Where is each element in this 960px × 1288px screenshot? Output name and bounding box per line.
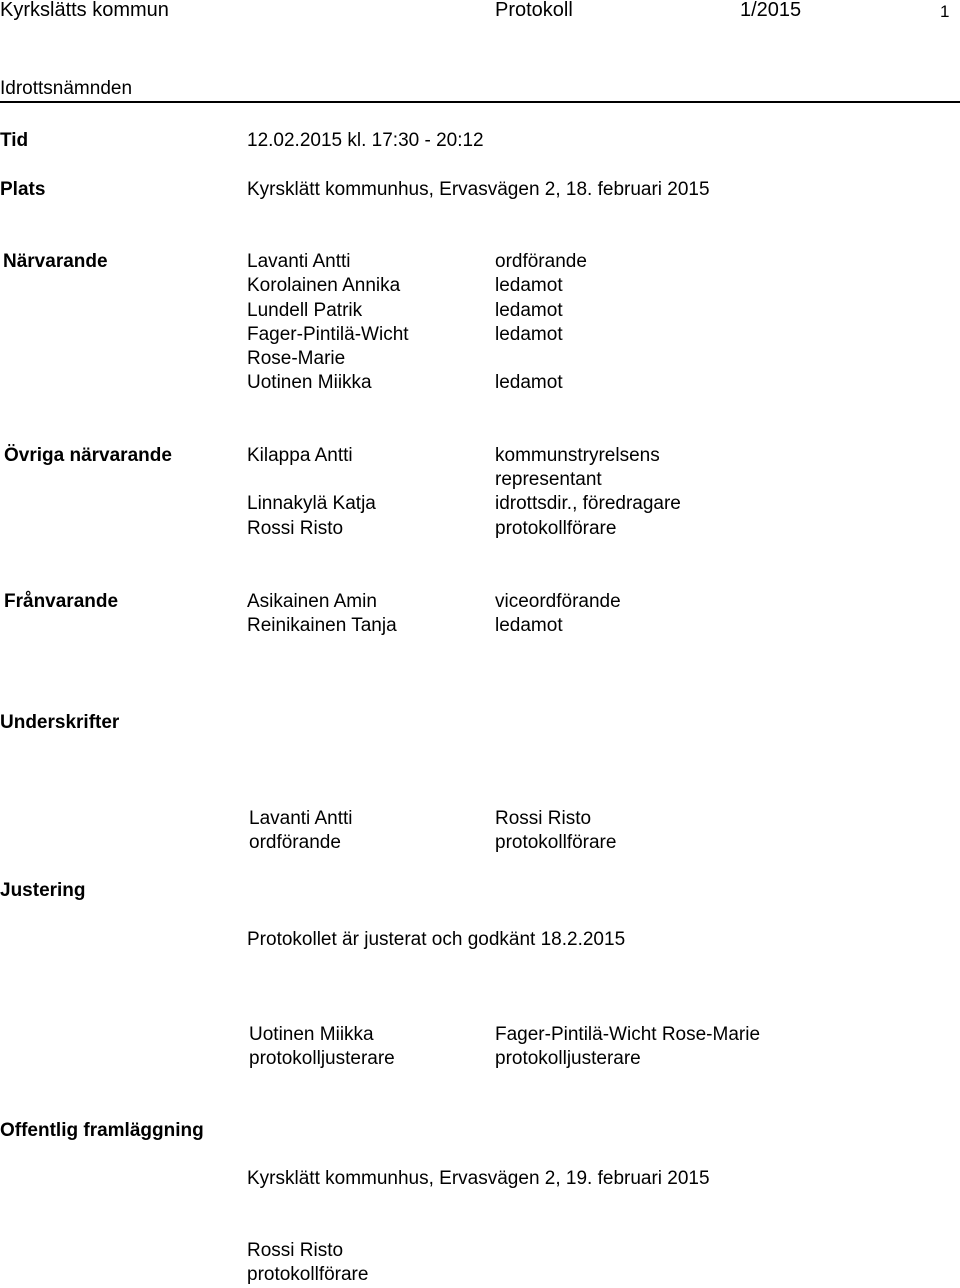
absent-label: Frånvarande [4, 591, 119, 612]
document-type: Protokoll [495, 0, 573, 21]
present-role: ledamot [495, 324, 563, 345]
organ-name: Idrottsnämnden [0, 78, 133, 99]
publication-name: Rossi Risto [247, 1240, 344, 1261]
absent-role: viceordförande [495, 591, 621, 612]
publication-role: protokollförare [247, 1264, 369, 1285]
others-role-continued: representant [495, 469, 602, 490]
present-label: Närvarande [3, 251, 108, 272]
adjuster-role: protokolljusterare [495, 1048, 641, 1069]
others-role: idrottsdir., föredragare [495, 493, 681, 514]
time-label: Tid [0, 130, 29, 151]
adjustment-label: Justering [0, 880, 86, 901]
present-role: ledamot [495, 372, 563, 393]
publication-place: Kyrsklätt kommunhus, Ervasvägen 2, 19. februari 2015 [247, 1168, 710, 1189]
others-name: Linnakylä Katja [247, 493, 376, 514]
absent-name: Reinikainen Tanja [247, 615, 397, 636]
adjuster-role: protokolljusterare [249, 1048, 395, 1069]
municipality-name: Kyrkslätts kommun [0, 0, 169, 21]
signer-role: ordförande [249, 832, 341, 853]
signer-name: Rossi Risto [495, 808, 592, 829]
others-role: kommunstryrelsens [495, 445, 660, 466]
signer-name: Lavanti Antti [249, 808, 353, 829]
present-name: Korolainen Annika [247, 275, 401, 296]
place-label: Plats [0, 179, 46, 200]
present-name: Uotinen Miikka [247, 372, 372, 393]
present-role: ledamot [495, 300, 563, 321]
others-role: protokollförare [495, 518, 617, 539]
absent-name: Asikainen Amin [247, 591, 377, 612]
present-role: ledamot [495, 275, 563, 296]
signer-role: protokollförare [495, 832, 617, 853]
adjuster-name: Uotinen Miikka [249, 1024, 374, 1045]
time-value: 12.02.2015 kl. 17:30 - 20:12 [247, 130, 484, 151]
page-number: 1 [940, 2, 950, 21]
signatures-label: Underskrifter [0, 712, 120, 733]
present-name: Lavanti Antti [247, 251, 351, 272]
place-value: Kyrsklätt kommunhus, Ervasvägen 2, 18. februari 2015 [247, 179, 710, 200]
others-name: Kilappa Antti [247, 445, 353, 466]
header-rule [0, 101, 960, 103]
protocol-number: 1/2015 [740, 0, 802, 21]
absent-role: ledamot [495, 615, 563, 636]
present-role: ordförande [495, 251, 587, 272]
adjuster-name: Fager-Pintilä-Wicht Rose-Marie [495, 1024, 761, 1045]
others-label: Övriga närvarande [4, 445, 172, 466]
present-name: Lundell Patrik [247, 300, 363, 321]
present-name: Fager-Pintilä-Wicht [247, 324, 409, 345]
publication-label: Offentlig framläggning [0, 1120, 204, 1141]
adjustment-statement: Protokollet är justerat och godkänt 18.2.2015 [247, 929, 626, 950]
present-name-continued: Rose-Marie [247, 348, 346, 369]
others-name: Rossi Risto [247, 518, 344, 539]
